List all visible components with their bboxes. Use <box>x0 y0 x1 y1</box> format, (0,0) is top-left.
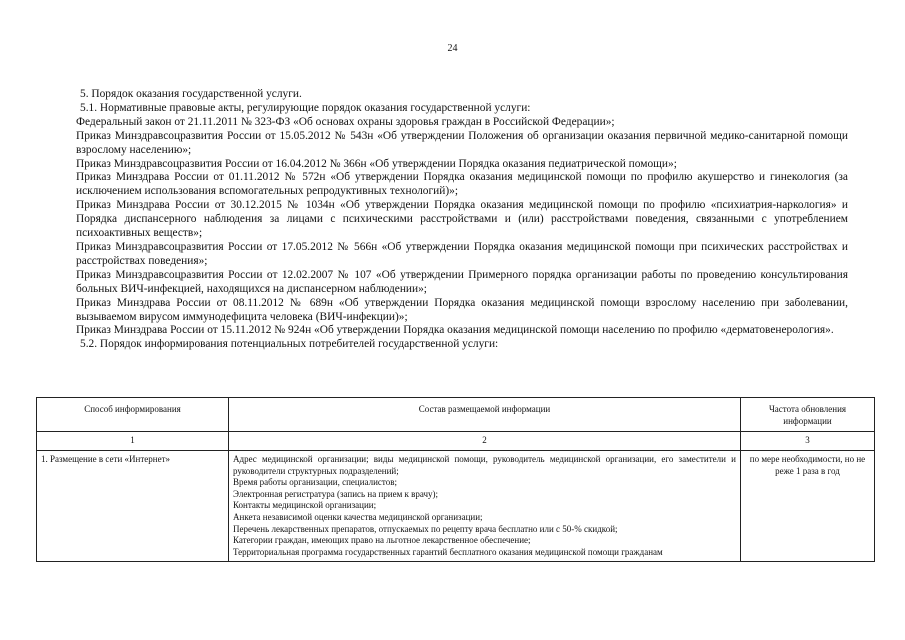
paragraph-regulation: Приказ Минздравсоцразвития России от 17.05.2012 № 566н «Об утверждении Порядка оказания медицинской помощи при психических расстройствах и расстройствах поведения»; <box>76 240 848 267</box>
section-5-text <box>76 88 848 352</box>
paragraph-subsection-heading: 5.2. Порядок информирования потенциальных потребителей государственной услуги: <box>80 338 499 351</box>
content-line: Анкета независимой оценки качества медицинской организации; <box>233 511 483 522</box>
paragraph-regulation: Приказ Минздрава России от 01.11.2012 № 572н «Об утверждении Порядка оказания медицинской помощи по профилю акушерство и гинекология (за исключением использования вспомогательных репродуктивных технологий)»; <box>76 171 848 198</box>
paragraph-section-heading: 5. Порядок оказания государственной услуги. <box>80 88 302 100</box>
table-row <box>37 451 875 562</box>
cell-frequency: по мере необходимости, но не реже 1 раза в год <box>741 451 875 562</box>
column-number: 3 <box>741 432 875 451</box>
cell-method: 1. Размещение в сети «Интернет» <box>37 451 229 562</box>
content-line: Время работы организации, специалистов; <box>233 477 397 488</box>
paragraph-regulation: Приказ Минздрава России от 15.11.2012 № 924н «Об утверждении Порядка оказания медицинской помощи населению по профилю «дерматовенерология». <box>76 324 834 337</box>
paragraph-regulation: Приказ Минздравсоцразвития России от 12.02.2007 № 107 «Об утверждении Примерного порядка организации работы по проведению консультирования больных ВИЧ-инфекцией, находящихся на диспансерном наблюдении»; <box>76 268 848 295</box>
header-frequency: Частота обновления информации <box>741 398 875 432</box>
paragraph-regulation: Приказ Минздрава России от 30.12.2015 № 1034н «Об утверждении Порядка оказания медицинской помощи по профилю «психиатрия-наркология» и Порядка диспансерного наблюдения за лицами с психическими расстройствами и (или) расстройствами поведения, связанными с употреблением психоактивных веществ»; <box>76 199 848 240</box>
paragraph-regulation: Федеральный закон от 21.11.2011 № 323-ФЗ «Об основах охраны здоровья граждан в Российской Федерации»; <box>76 115 615 128</box>
paragraph-regulation: Приказ Минздрава России от 08.11.2012 № 689н «Об утверждении Порядка оказания медицинской помощи взрослому населению при заболевании, вызываемом вирусом иммунодефицита человека (ВИЧ-инфекции)»; <box>76 296 848 323</box>
paragraph-regulation: Приказ Минздравсоцразвития России от 16.04.2012 № 366н «Об утверждении Порядка оказания педиатрической помощи»; <box>76 157 677 170</box>
page-number: 24 <box>447 43 458 54</box>
content-line: Электронная регистратура (запись на прием к врачу); <box>233 488 439 499</box>
information-table <box>36 397 875 562</box>
header-method: Способ информирования <box>37 398 229 432</box>
header-content: Состав размещаемой информации <box>229 398 741 432</box>
content-line: Перечень лекарственных препаратов, отпускаемых по рецепту врача бесплатно или с 50-% скидкой; <box>233 523 618 534</box>
cell-content <box>229 451 741 562</box>
content-line: Категории граждан, имеющих право на льготное лекарственное обеспечение; <box>233 535 531 546</box>
content-line: Контакты медицинской организации; <box>233 500 377 511</box>
table-column-number-row <box>37 432 875 451</box>
table-header-row <box>37 398 875 432</box>
content-line: Адрес медицинской организации; виды медицинской помощи, руководитель медицинской организации, его заместители и руководители структурных подразделений; <box>233 454 736 476</box>
paragraph-regulation: Приказ Минздравсоцразвития России от 15.05.2012 № 543н «Об утверждении Положения об организации оказания первичной медико-санитарной помощи взрослому населению»; <box>76 129 848 156</box>
column-number: 1 <box>37 432 229 451</box>
paragraph-subsection-heading: 5.1. Нормативные правовые акты, регулирующие порядок оказания государственной услуги: <box>80 101 531 114</box>
column-number: 2 <box>229 432 741 451</box>
content-line: Территориальная программа государственных гарантий бесплатного оказания медицинской помощи гражданам <box>233 546 663 557</box>
